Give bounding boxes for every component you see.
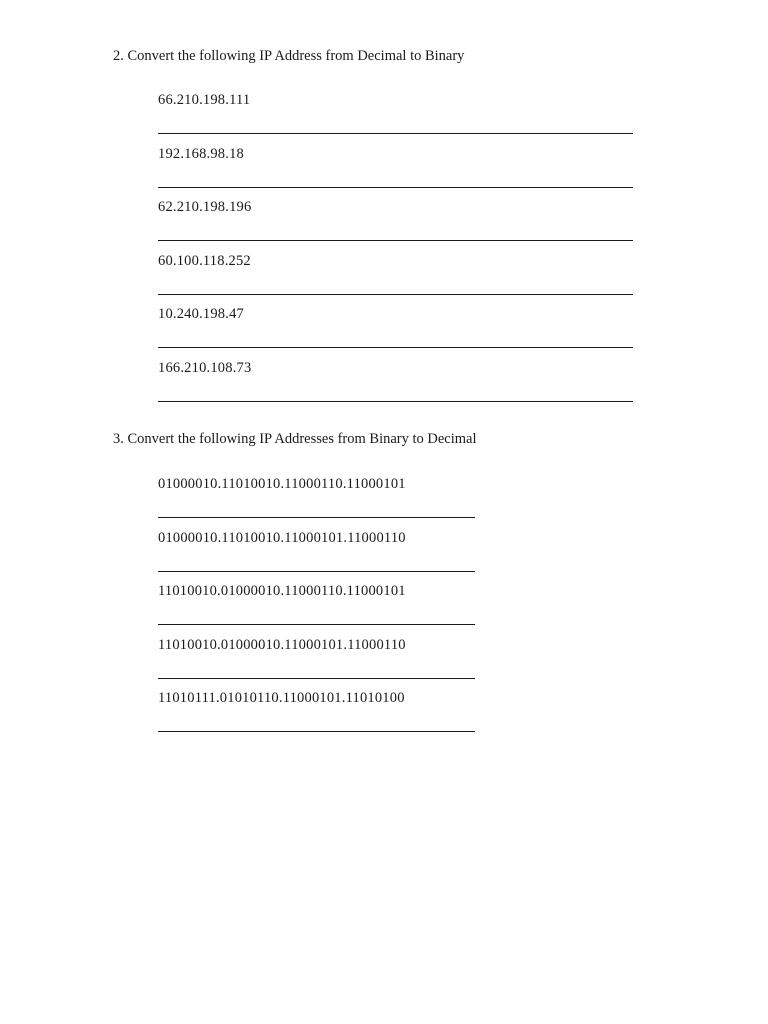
list-item xyxy=(158,475,475,529)
binary-ip-address: 11010111.01010110.11000101.11010100 xyxy=(158,690,405,707)
list-item xyxy=(158,198,633,252)
decimal-to-binary-list xyxy=(158,91,633,413)
section-2-title: 2. Convert the following IP Address from Decimal to Binary xyxy=(113,48,465,64)
binary-to-decimal-list xyxy=(158,475,475,743)
list-item xyxy=(158,305,633,359)
binary-ip-address: 11010010.01000010.11000110.11000101 xyxy=(158,583,406,600)
decimal-ip-address: 10.240.198.47 xyxy=(158,306,244,323)
list-item xyxy=(158,359,633,413)
decimal-ip-address: 62.210.198.196 xyxy=(158,199,252,216)
answer-line xyxy=(158,731,475,732)
decimal-ip-address: 60.100.118.252 xyxy=(158,252,251,269)
list-item xyxy=(158,252,633,306)
section-3-title: 3. Convert the following IP Addresses from Binary to Decimal xyxy=(113,431,477,447)
answer-line xyxy=(158,187,633,188)
list-item xyxy=(158,636,475,690)
answer-line xyxy=(158,347,633,348)
answer-line xyxy=(158,133,633,134)
binary-ip-address: 11010010.01000010.11000101.11000110 xyxy=(158,636,406,653)
decimal-ip-address: 192.168.98.18 xyxy=(158,145,244,162)
list-item xyxy=(158,145,633,199)
answer-line xyxy=(158,294,633,295)
list-item xyxy=(158,529,475,583)
binary-ip-address: 01000010.11010010.11000110.11000101 xyxy=(158,476,406,492)
answer-line xyxy=(158,571,475,572)
answer-line xyxy=(158,517,475,518)
answer-line xyxy=(158,401,633,402)
answer-line xyxy=(158,678,475,679)
answer-line xyxy=(158,240,633,241)
list-item xyxy=(158,91,633,145)
decimal-ip-address: 166.210.108.73 xyxy=(158,359,252,376)
binary-ip-address: 01000010.11010010.11000101.11000110 xyxy=(158,529,406,546)
list-item xyxy=(158,689,475,743)
list-item xyxy=(158,582,475,636)
answer-line xyxy=(158,624,475,625)
decimal-ip-address: 66.210.198.111 xyxy=(158,92,251,108)
